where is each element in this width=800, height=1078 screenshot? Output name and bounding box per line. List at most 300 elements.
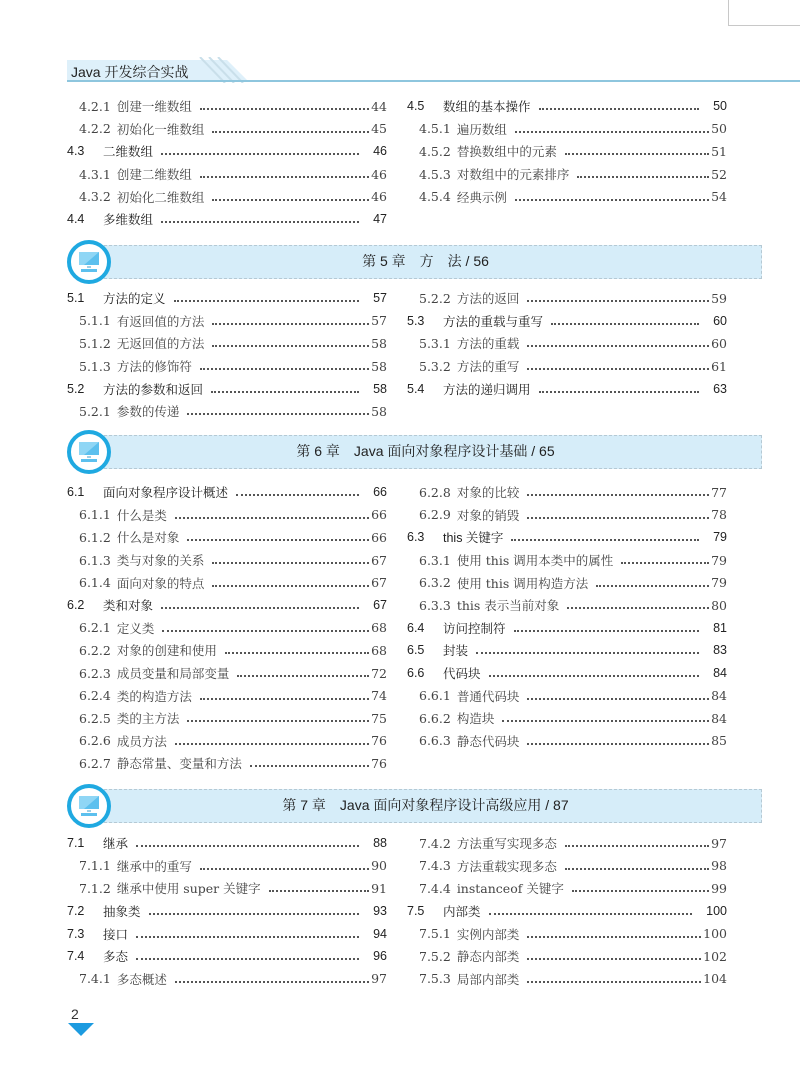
toc-entry[interactable] <box>67 504 387 527</box>
toc-entry[interactable] <box>67 549 387 572</box>
leader-dots <box>489 901 693 915</box>
leader-dots <box>572 878 709 892</box>
entry-title: 方法的定义 <box>103 292 166 307</box>
entry-number: 7.4.1 <box>79 971 111 987</box>
toc-entry[interactable] <box>67 922 387 945</box>
entry-number: 6.1.1 <box>79 507 111 523</box>
toc-entry[interactable] <box>407 922 727 945</box>
entry-page: 100 <box>703 926 727 942</box>
toc-entry[interactable] <box>407 855 727 878</box>
entry-title: 面向对象程序设计概述 <box>103 486 229 501</box>
toc-column-right <box>407 95 727 208</box>
toc-column-left <box>67 832 387 990</box>
entry-number: 6.3 <box>407 530 425 545</box>
entry-number: 6.1.3 <box>79 552 111 568</box>
entry-number: 7.4.2 <box>419 835 451 851</box>
leader-dots <box>527 482 709 496</box>
entry-number: 5.2.2 <box>419 290 451 306</box>
entry-number: 6.2.4 <box>79 688 111 704</box>
leader-dots <box>225 640 369 654</box>
entry-number: 6.4 <box>407 620 425 635</box>
entry-page: 58 <box>371 403 387 419</box>
leader-dots <box>175 731 369 745</box>
entry-page: 102 <box>703 948 727 964</box>
entry-title: 继承中使用 super 关键字 <box>116 881 261 897</box>
entry-title: this 关键字 <box>443 531 504 546</box>
entry-page: 79 <box>711 575 727 591</box>
entry-number: 5.2 <box>67 381 85 396</box>
toc-entry[interactable] <box>407 504 727 527</box>
entry-number: 5.1.2 <box>79 335 111 351</box>
entry-number: 5.1.3 <box>79 358 111 374</box>
entry-page: 100 <box>706 904 727 919</box>
leader-dots <box>515 119 709 133</box>
toc-entry[interactable] <box>67 163 387 186</box>
entry-number: 6.2 <box>67 598 85 613</box>
entry-title: 方法的重载与重写 <box>443 314 544 329</box>
toc-entry[interactable] <box>407 594 727 617</box>
entry-title: 方法重写实现多态 <box>456 836 557 852</box>
toc-entry[interactable] <box>67 877 387 900</box>
leader-dots <box>212 550 369 564</box>
toc-entry[interactable] <box>67 752 387 775</box>
toc-column-left <box>67 481 387 775</box>
entry-number: 4.3.1 <box>79 166 111 182</box>
entry-title: 代码块 <box>443 667 481 682</box>
toc-column-left <box>67 95 387 231</box>
leader-dots <box>162 618 369 632</box>
entry-page: 75 <box>371 710 387 726</box>
entry-page: 80 <box>711 597 727 613</box>
leader-dots <box>527 946 701 960</box>
toc-entry[interactable] <box>67 185 387 208</box>
entry-page: 97 <box>371 971 387 987</box>
entry-page: 104 <box>703 971 727 987</box>
toc-entry[interactable] <box>67 332 387 355</box>
leader-dots <box>149 901 360 915</box>
entry-page: 84 <box>713 666 727 681</box>
entry-number: 5.4 <box>407 381 425 396</box>
toc-entry[interactable] <box>407 526 727 549</box>
toc-entry[interactable] <box>407 332 727 355</box>
entry-page: 76 <box>371 755 387 771</box>
leader-dots <box>527 356 709 370</box>
leader-dots <box>212 333 369 347</box>
toc-entry[interactable] <box>67 900 387 923</box>
leader-dots <box>250 753 369 767</box>
entry-page: 46 <box>371 166 387 182</box>
leader-dots <box>211 379 359 393</box>
entry-title: 定义类 <box>116 620 155 636</box>
entry-number: 6.2.5 <box>79 710 111 726</box>
entry-page: 84 <box>711 710 727 726</box>
leader-dots <box>539 379 700 393</box>
entry-title: 有返回值的方法 <box>116 313 205 329</box>
entry-page: 91 <box>371 880 387 896</box>
entry-title: 成员方法 <box>116 733 167 749</box>
entry-number: 7.1.1 <box>79 858 111 874</box>
entry-page: 96 <box>373 949 387 964</box>
toc-entry[interactable] <box>407 900 727 923</box>
entry-page: 72 <box>371 665 387 681</box>
toc-entry[interactable] <box>67 832 387 855</box>
entry-title: 方法重载实现多态 <box>456 858 557 874</box>
toc-entry[interactable] <box>67 526 387 549</box>
leader-dots <box>527 969 701 983</box>
entry-number: 4.2.1 <box>79 98 111 114</box>
toc-entry[interactable] <box>407 571 727 594</box>
leader-dots <box>187 708 369 722</box>
toc-entry[interactable] <box>407 707 727 730</box>
entry-title: 接口 <box>103 927 129 942</box>
entry-number: 5.1 <box>67 291 85 306</box>
entry-page: 79 <box>713 530 727 545</box>
toc-entry[interactable] <box>67 208 387 231</box>
leader-dots <box>502 708 709 722</box>
leader-dots <box>161 141 359 155</box>
entry-number: 5.3.1 <box>419 335 451 351</box>
toc-entry[interactable] <box>407 140 727 163</box>
computer-icon <box>67 240 111 284</box>
toc-entry[interactable] <box>407 945 727 968</box>
leader-dots <box>527 333 709 347</box>
leader-dots <box>621 550 709 564</box>
toc-entry[interactable] <box>67 355 387 378</box>
entry-number: 5.1.1 <box>79 313 111 329</box>
toc-entry[interactable] <box>407 355 727 378</box>
toc-entry[interactable] <box>67 617 387 640</box>
entry-title: 对数组中的元素排序 <box>456 167 570 183</box>
entry-page: 83 <box>713 643 727 658</box>
entry-page: 66 <box>371 507 387 523</box>
entry-title: 类的构造方法 <box>116 688 192 704</box>
entry-title: 数组的基本操作 <box>443 100 531 115</box>
toc-entry[interactable] <box>67 571 387 594</box>
toc-entry[interactable] <box>67 730 387 753</box>
entry-page: 81 <box>713 620 727 635</box>
entry-number: 7.2 <box>67 904 85 919</box>
toc-entry[interactable] <box>407 968 727 991</box>
entry-number: 7.5.1 <box>419 926 451 942</box>
leader-dots <box>489 663 700 677</box>
entry-page: 57 <box>371 313 387 329</box>
entry-page: 74 <box>371 688 387 704</box>
leader-dots <box>527 505 709 519</box>
entry-page: 67 <box>371 575 387 591</box>
entry-title: 面向对象的特点 <box>116 575 205 591</box>
entry-title: this 表示当前对象 <box>456 598 560 614</box>
entry-page: 50 <box>713 99 727 114</box>
toc-entry[interactable] <box>407 549 727 572</box>
toc-entry[interactable] <box>67 855 387 878</box>
entry-number: 6.3.2 <box>419 575 451 591</box>
entry-page: 90 <box>371 858 387 874</box>
entry-title: 使用 this 调用本类中的属性 <box>456 553 614 569</box>
leader-dots <box>136 833 359 847</box>
leader-dots <box>577 164 709 178</box>
leader-dots <box>212 573 369 587</box>
entry-page: 46 <box>371 189 387 205</box>
entry-number: 7.5.2 <box>419 948 451 964</box>
entry-number: 6.6 <box>407 666 425 681</box>
entry-page: 77 <box>711 484 727 500</box>
entry-number: 4.5.2 <box>419 143 451 159</box>
entry-title: 构造块 <box>456 711 495 727</box>
entry-title: 局部内部类 <box>456 971 520 987</box>
toc-entry[interactable] <box>67 662 387 685</box>
entry-title: 初始化一维数组 <box>116 121 205 137</box>
toc-entry[interactable] <box>67 310 387 333</box>
leader-dots <box>174 288 360 302</box>
chapter-title[interactable]: 第 5 章 方 法 / 56 <box>362 253 489 269</box>
entry-page: 94 <box>373 926 387 941</box>
toc-entry[interactable] <box>67 118 387 141</box>
entry-number: 6.6.2 <box>419 710 451 726</box>
entry-title: 遍历数组 <box>456 121 507 137</box>
toc-entry[interactable] <box>407 287 727 310</box>
entry-title: 二维数组 <box>103 145 154 160</box>
toc-entry[interactable] <box>67 287 387 310</box>
entry-number: 6.5 <box>407 643 425 658</box>
entry-page: 59 <box>711 290 727 306</box>
entry-title: 静态常量、变量和方法 <box>116 756 242 772</box>
toc-entry[interactable] <box>67 968 387 991</box>
leader-dots <box>236 482 359 496</box>
leader-dots <box>565 141 709 155</box>
entry-page: 60 <box>711 335 727 351</box>
entry-page: 47 <box>373 212 387 227</box>
toc-entry[interactable] <box>67 400 387 423</box>
chapter-banner-7 <box>67 787 762 823</box>
entry-number: 4.3.2 <box>79 189 111 205</box>
entry-page: 50 <box>711 121 727 137</box>
leader-dots <box>511 527 699 541</box>
toc-entry[interactable] <box>407 310 727 333</box>
leader-dots <box>269 878 369 892</box>
entry-page: 99 <box>711 880 727 896</box>
entry-title: 访问控制符 <box>443 621 506 636</box>
chapter-title[interactable]: 第 6 章 Java 面向对象程序设计基础 / 65 <box>296 443 555 459</box>
entry-number: 6.2.8 <box>419 484 451 500</box>
leader-dots <box>161 595 359 609</box>
entry-number: 6.6.1 <box>419 688 451 704</box>
leader-dots <box>476 640 699 654</box>
entry-title: 方法的修饰符 <box>116 359 192 375</box>
leader-dots <box>136 946 359 960</box>
chapter-banner-5 <box>67 243 762 279</box>
entry-title: 成员变量和局部变量 <box>116 666 230 682</box>
leader-dots <box>565 833 709 847</box>
entry-title: 内部类 <box>443 905 481 920</box>
entry-page: 54 <box>711 189 727 205</box>
entry-number: 6.1.2 <box>79 529 111 545</box>
toc-entry[interactable] <box>407 118 727 141</box>
toc-entry[interactable] <box>407 481 727 504</box>
entry-number: 7.3 <box>67 926 85 941</box>
entry-title: 普通代码块 <box>456 688 520 704</box>
entry-number: 6.1 <box>67 485 85 500</box>
leader-dots <box>175 505 369 519</box>
entry-title: 什么是对象 <box>116 530 180 546</box>
entry-title: 静态内部类 <box>456 949 520 965</box>
entry-page: 93 <box>373 904 387 919</box>
entry-number: 6.2.3 <box>79 665 111 681</box>
entry-title: 方法的返回 <box>456 291 520 307</box>
toc-entry[interactable] <box>67 639 387 662</box>
toc-entry[interactable] <box>67 594 387 617</box>
entry-page: 51 <box>711 143 727 159</box>
entry-number: 4.3 <box>67 144 85 159</box>
toc-entry[interactable] <box>67 95 387 118</box>
leader-dots <box>514 618 700 632</box>
leader-dots <box>527 288 709 302</box>
entry-title: 参数的传递 <box>116 404 180 420</box>
entry-title: 方法的递归调用 <box>443 382 531 397</box>
entry-title: 使用 this 调用构造方法 <box>456 575 589 591</box>
entry-title: instanceof 关键字 <box>456 881 564 897</box>
entry-page: 88 <box>373 836 387 851</box>
entry-title: 继承中的重写 <box>116 858 192 874</box>
computer-icon <box>67 430 111 474</box>
entry-title: 创建一维数组 <box>116 99 192 115</box>
entry-number: 6.3.1 <box>419 552 451 568</box>
toc-entry[interactable] <box>407 163 727 186</box>
leader-dots <box>200 164 369 178</box>
entry-title: 多态概述 <box>116 971 167 987</box>
entry-title: 实例内部类 <box>456 926 520 942</box>
leader-dots <box>237 663 369 677</box>
entry-page: 44 <box>371 98 387 114</box>
entry-number: 6.2.9 <box>419 507 451 523</box>
entry-page: 46 <box>373 144 387 159</box>
leader-dots <box>527 731 709 745</box>
entry-number: 7.5 <box>407 904 425 919</box>
entry-title: 无返回值的方法 <box>116 336 205 352</box>
toc-entry[interactable] <box>407 877 727 900</box>
entry-page: 58 <box>371 335 387 351</box>
leader-dots <box>527 924 701 938</box>
entry-page: 68 <box>371 642 387 658</box>
entry-page: 66 <box>373 485 387 500</box>
entry-number: 6.6.3 <box>419 733 451 749</box>
toc-entry[interactable] <box>407 639 727 662</box>
entry-title: 方法的重写 <box>456 359 520 375</box>
leader-dots <box>200 856 369 870</box>
page-marker-triangle-icon <box>68 1023 94 1036</box>
entry-number: 6.2.1 <box>79 620 111 636</box>
entry-title: 替换数组中的元素 <box>456 144 557 160</box>
entry-page: 98 <box>711 858 727 874</box>
entry-page: 58 <box>373 381 387 396</box>
toc-entry[interactable] <box>407 185 727 208</box>
leader-dots <box>567 595 709 609</box>
leader-dots <box>212 311 369 325</box>
entry-number: 4.5 <box>407 99 425 114</box>
leader-dots <box>212 187 369 201</box>
entry-title: 什么是类 <box>116 507 167 523</box>
leader-dots <box>200 96 369 110</box>
entry-number: 7.4 <box>67 949 85 964</box>
toc-entry[interactable] <box>67 684 387 707</box>
entry-number: 4.5.1 <box>419 121 451 137</box>
entry-number: 7.4.3 <box>419 858 451 874</box>
entry-title: 多态 <box>103 950 129 965</box>
toc-entry[interactable] <box>67 140 387 163</box>
entry-page: 60 <box>713 313 727 328</box>
entry-page: 85 <box>711 733 727 749</box>
corner-frame <box>728 0 800 26</box>
entry-number: 6.2.2 <box>79 642 111 658</box>
entry-number: 4.4 <box>67 212 85 227</box>
page-number: 2 <box>71 1006 79 1022</box>
entry-number: 7.1.2 <box>79 880 111 896</box>
toc-entry[interactable] <box>67 945 387 968</box>
entry-number: 7.5.3 <box>419 971 451 987</box>
toc-entry[interactable] <box>67 481 387 504</box>
leader-dots <box>565 856 709 870</box>
entry-page: 67 <box>373 598 387 613</box>
entry-page: 45 <box>371 121 387 137</box>
toc-entry[interactable] <box>407 684 727 707</box>
entry-page: 97 <box>711 835 727 851</box>
entry-title: 多维数组 <box>103 213 154 228</box>
toc-entry[interactable] <box>407 95 727 118</box>
toc-entry[interactable] <box>407 832 727 855</box>
header-rule <box>67 80 800 82</box>
entry-page: 84 <box>711 688 727 704</box>
entry-title: 类与对象的关系 <box>116 553 205 569</box>
entry-page: 52 <box>711 166 727 182</box>
leader-dots <box>539 96 700 110</box>
entry-page: 68 <box>371 620 387 636</box>
chapter-banner-6 <box>67 433 762 469</box>
entry-title: 类的主方法 <box>116 711 180 727</box>
leader-dots <box>136 924 359 938</box>
entry-title: 静态代码块 <box>456 733 520 749</box>
toc-entry[interactable] <box>67 707 387 730</box>
entry-title: 继承 <box>103 837 129 852</box>
leader-dots <box>200 356 369 370</box>
leader-dots <box>161 209 359 223</box>
entry-number: 5.2.1 <box>79 403 111 419</box>
chapter-title[interactable]: 第 7 章 Java 面向对象程序设计高级应用 / 87 <box>282 797 569 813</box>
entry-number: 5.3 <box>407 313 425 328</box>
leader-dots <box>527 686 709 700</box>
toc-entry[interactable] <box>67 377 387 400</box>
leader-dots <box>187 401 369 415</box>
entry-title: 对象的比较 <box>456 485 520 501</box>
toc-entry[interactable] <box>407 730 727 753</box>
toc-entry[interactable] <box>407 377 727 400</box>
entry-page: 78 <box>711 507 727 523</box>
book-title: Java 开发综合实战 <box>71 64 189 80</box>
toc-entry[interactable] <box>407 662 727 685</box>
entry-title: 方法的重载 <box>456 336 520 352</box>
leader-dots <box>596 573 709 587</box>
toc-column-right <box>407 832 727 990</box>
entry-number: 5.3.2 <box>419 358 451 374</box>
entry-page: 61 <box>711 358 727 374</box>
entry-title: 方法的参数和返回 <box>103 382 204 397</box>
toc-entry[interactable] <box>407 617 727 640</box>
entry-title: 创建二维数组 <box>116 167 192 183</box>
leader-dots <box>175 969 369 983</box>
entry-title: 抽象类 <box>103 905 141 920</box>
entry-title: 封装 <box>443 644 469 659</box>
entry-title: 对象的创建和使用 <box>116 643 217 659</box>
leader-dots <box>551 311 699 325</box>
leader-dots <box>187 527 369 541</box>
